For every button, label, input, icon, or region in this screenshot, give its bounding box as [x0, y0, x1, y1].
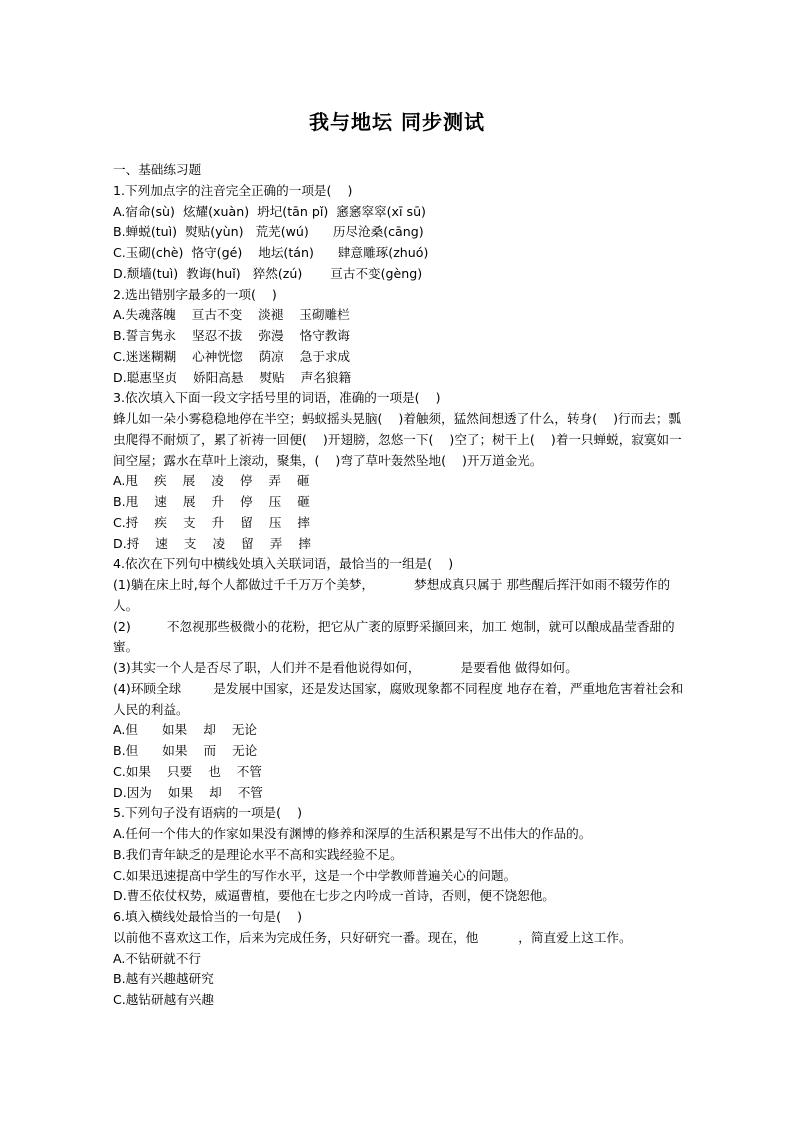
- question-4-sentence-4: (4)环顾全球 是发展中国家，还是发达国家，腐败现象都不同程度 地存在着，严重地危害着社会和人民的利益。: [113, 680, 684, 717]
- question-4-option-d: D.因为 如果 却 不管: [113, 784, 263, 800]
- question-4-option-a: A.但 如果 却 无论: [113, 722, 258, 738]
- question-6-option-a: A.不钻研就不行: [113, 950, 201, 966]
- question-1-option-b: B.蝉蜕(tuì) 熨贴(yùn) 荒芜(wú) 历尽沧桑(cāng): [113, 224, 424, 240]
- question-1-option-d: D.颓墙(tuì) 教诲(huǐ) 猝然(zú) 亘古不变(gèng): [113, 265, 423, 281]
- document-title: 我与地坛 同步测试: [309, 110, 485, 134]
- question-2-stem: 2.选出错别字最多的一项( ): [113, 286, 277, 302]
- question-3-option-b: B.甩 速 展 升 停 压 砸: [113, 494, 310, 509]
- question-5-option-a: A.任何一个伟大的作家如果没有渊博的修养和深厚的生活积累是写不出伟大的作品的。: [113, 826, 592, 841]
- document-body: [113, 160, 685, 1011]
- question-3-option-d: D.捋 速 支 凌 留 弄 摔: [113, 535, 311, 551]
- question-2-option-d: D.聪惠坚贞 娇阳高悬 熨贴 声名狼籍: [113, 369, 352, 385]
- question-5-option-d: D.曹丕依仗权势，威逼曹植，要他在七步之内吟成一首诗，否则，便不饶恕他。: [113, 888, 555, 904]
- question-1-option-a: A.宿命(sù) 炫耀(xuàn) 坍圮(tān pǐ) 窸窸窣窣(xī sū): [113, 203, 426, 219]
- question-4-option-c: C.如果 只要 也 不管: [113, 763, 262, 779]
- question-6-sentence: 以前他不喜欢这工作，后来为完成任务，只好研究一番。现在，他 ，简直爱上这工作。: [113, 929, 632, 945]
- question-3-passage: 蜂儿如一朵小雾稳稳地停在半空；蚂蚁摇头晃脑( )着触须，猛然间想透了什么，转身( )行而去；瓢虫爬得不耐烦了，累了祈祷一回便( )开翅膀，忽悠一下( )空了；树干上( )着一只蝉蜕，寂寞如一间空屋；露水在草叶上滚动，聚集，( )弯了草叶轰然坠地( )开万道金光。: [113, 411, 682, 468]
- question-5-option-b: B.我们青年缺乏的是理论水平不高和实践经验不足。: [113, 846, 403, 862]
- question-4-option-b: B.但 如果 而 无论: [113, 743, 258, 758]
- question-4-sentence-3: (3)其实一个人是否尽了职，人们并不是看他说得如何， 是要看他 做得如何。: [113, 660, 578, 675]
- question-6-option-b: B.越有兴趣越研究: [113, 971, 214, 987]
- question-1-option-c: C.玉砌(chè) 恪守(gé) 地坛(tán) 肆意雕琢(zhuó): [113, 245, 429, 260]
- question-4-stem: 4.依次在下列句中横线处填入关联词语，最恰当的一组是( ): [113, 556, 454, 572]
- question-6-stem: 6.填入横线处最恰当的一句是( ): [113, 909, 302, 924]
- question-3-option-c: C.捋 疾 支 升 留 压 摔: [113, 514, 311, 530]
- question-3-stem: 3.依次填入下面一段文字括号里的词语，准确的一项是( ): [113, 390, 441, 406]
- question-1-stem: 1.下列加点字的注音完全正确的一项是( ): [113, 182, 353, 198]
- question-5-option-c: C.如果迅速提高中学生的写作水平，这是一个中学教师普遍关心的问题。: [113, 867, 517, 883]
- section-heading: 一、基础练习题: [113, 162, 202, 177]
- question-3-option-a: A.甩 疾 展 凌 停 弄 砸: [113, 473, 310, 489]
- question-2-option-a: A.失魂落魄 亘古不变 淡褪 玉砌雕栏: [113, 307, 350, 323]
- question-2-option-b: B.誓言隽永 坚忍不拔 弥漫 恪守教诲: [113, 328, 350, 343]
- question-5-stem: 5.下列句子没有语病的一项是( ): [113, 805, 302, 821]
- question-2-option-c: C.迷迷糊糊 心神恍惚 荫凉 急于求成: [113, 348, 351, 364]
- question-4-sentence-2: (2) 不忽视那些极微小的花粉，把它从广袤的原野采撷回来，加工 炮制，就可以酿成晶莹香甜的蜜。: [113, 618, 675, 655]
- question-4-sentence-1: (1)躺在床上时,每个人都做过千千万万个美梦， 梦想成真只属于 那些醒后挥汗如雨不辍劳作的人。: [113, 577, 671, 613]
- question-6-option-c: C.越钻研越有兴趣: [113, 992, 214, 1007]
